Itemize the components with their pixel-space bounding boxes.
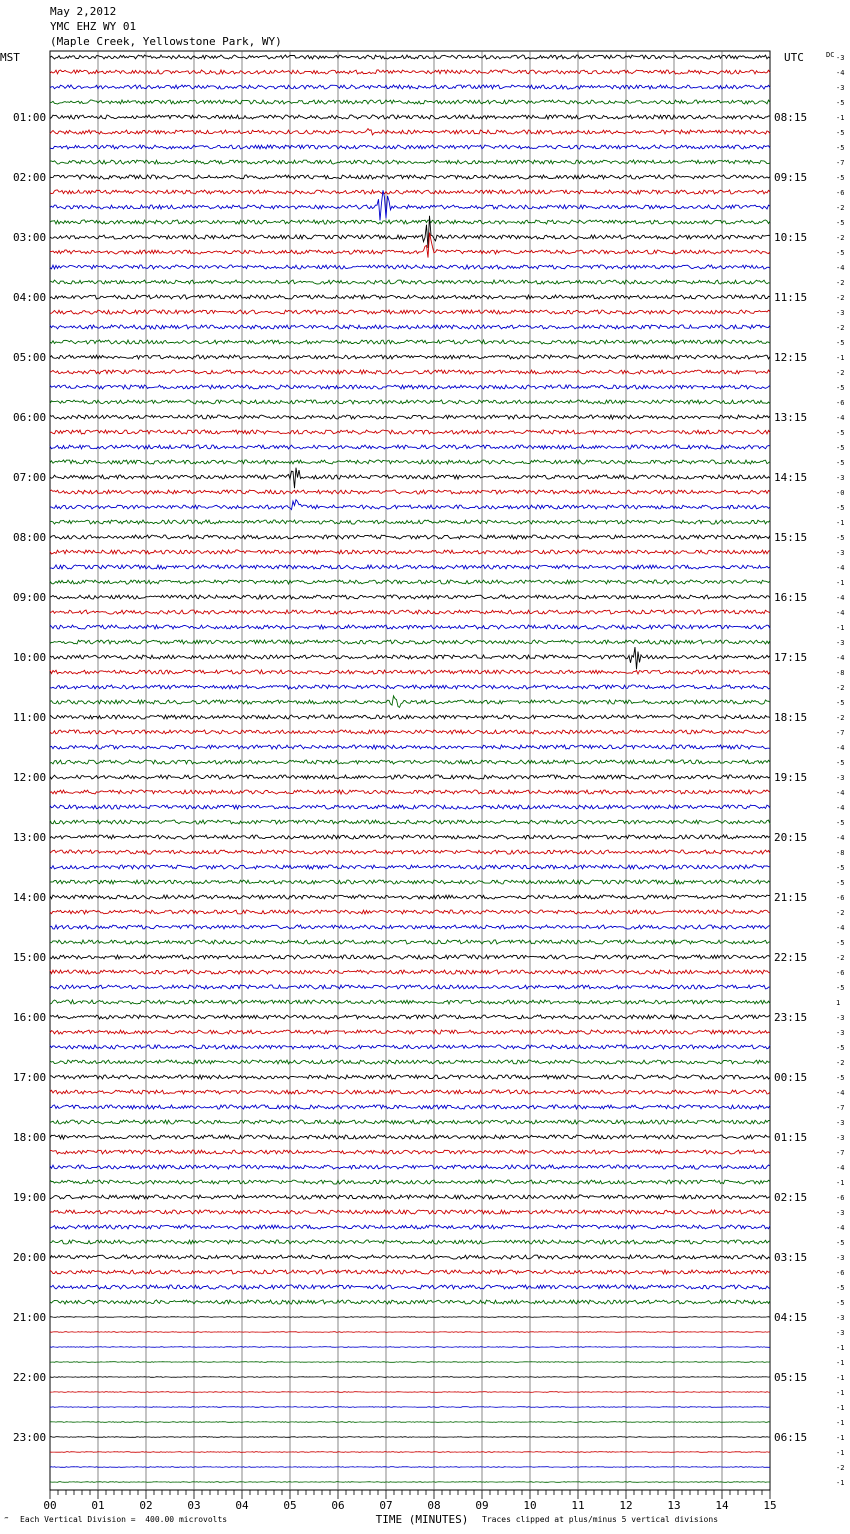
mst-hour-label: 12:00 <box>13 771 47 784</box>
seismic-trace <box>50 1180 770 1184</box>
dc-offset-label: -3 <box>836 309 845 317</box>
dc-offset-label: -6 <box>836 1194 845 1202</box>
dc-offset-label: -2 <box>836 279 845 287</box>
utc-hour-label: 20:15 <box>774 831 808 844</box>
seismic-trace <box>50 1467 770 1468</box>
seismic-trace <box>50 1482 770 1483</box>
seismic-trace <box>50 647 770 669</box>
seismic-trace <box>50 835 770 839</box>
mst-hour-label: 22:00 <box>13 1371 47 1384</box>
seismic-trace <box>50 1422 770 1423</box>
corner-mark: ‴ <box>4 1516 9 1525</box>
dc-offset-label: -2 <box>836 1059 845 1067</box>
dc-offset-label: -4 <box>836 804 845 812</box>
dc-offset-label: -4 <box>836 1224 845 1232</box>
dc-offset-label: -3 <box>836 1254 845 1262</box>
dc-offset-label: -1 <box>836 114 845 122</box>
dc-offset-label: -1 <box>836 1419 845 1427</box>
dc-offset-label: -4 <box>836 1089 845 1097</box>
dc-offset-label: -3 <box>836 1329 845 1337</box>
seismic-trace <box>50 1437 770 1438</box>
utc-hour-label: 06:15 <box>774 1431 808 1444</box>
mst-hour-label: 04:00 <box>13 291 47 304</box>
dc-offset-label: -4 <box>836 1164 845 1172</box>
dc-offset-label: -4 <box>836 654 845 662</box>
seismic-trace <box>50 1377 770 1378</box>
seismic-trace <box>50 355 770 359</box>
seismic-trace <box>50 730 770 734</box>
mst-hour-label: 09:00 <box>13 591 47 604</box>
utc-hour-label: 00:15 <box>774 1071 808 1084</box>
seismic-trace <box>50 940 770 944</box>
dc-offset-label: -4 <box>836 594 845 602</box>
station-location: (Maple Creek, Yellowstone Park, WY) <box>50 35 282 48</box>
mst-hour-label: 20:00 <box>13 1251 47 1264</box>
dc-offset-label: -4 <box>836 609 845 617</box>
mst-hour-label: 01:00 <box>13 111 47 124</box>
utc-hour-label: 11:15 <box>774 291 808 304</box>
seismic-trace <box>50 565 770 569</box>
seismic-trace <box>50 175 770 179</box>
dc-offset-label: -4 <box>836 924 845 932</box>
dc-offset-label: -6 <box>836 399 845 407</box>
seismic-trace <box>50 550 770 554</box>
mst-hour-label: 14:00 <box>13 891 47 904</box>
dc-offset-label: -1 <box>836 624 845 632</box>
x-tick-label: 12 <box>619 1499 633 1512</box>
dc-offset-label: 1 <box>836 999 841 1007</box>
seismic-trace <box>50 1317 770 1318</box>
dc-offset-label: -5 <box>836 864 845 872</box>
seismic-trace <box>50 820 770 824</box>
mst-hour-label: 17:00 <box>13 1071 47 1084</box>
seismic-trace <box>50 430 770 434</box>
seismic-trace <box>50 670 770 674</box>
dc-offset-label: -5 <box>836 939 845 947</box>
dc-offset-label: -1 <box>836 579 845 587</box>
dc-offset-label: -5 <box>836 99 845 107</box>
mst-hour-label: 03:00 <box>13 231 47 244</box>
mst-hour-label: 11:00 <box>13 711 47 724</box>
seismic-trace <box>50 1392 770 1393</box>
seismic-trace <box>50 640 770 644</box>
x-tick-label: 10 <box>523 1499 537 1512</box>
dc-offset-label: -4 <box>836 789 845 797</box>
dc-offset-label: -6 <box>836 894 845 902</box>
utc-hour-label: 03:15 <box>774 1251 808 1264</box>
seismic-trace <box>50 1210 770 1214</box>
x-tick-label: 07 <box>379 1499 393 1512</box>
dc-offset-label: -6 <box>836 189 845 197</box>
dc-offset-label: -5 <box>836 534 845 542</box>
dc-offset-label: -2 <box>836 684 845 692</box>
dc-offset-label: -5 <box>836 129 845 137</box>
mst-hour-label: 19:00 <box>13 1191 47 1204</box>
dc-offset-label: -1 <box>836 1359 845 1367</box>
seismic-trace <box>50 265 770 269</box>
seismic-trace <box>50 1090 770 1094</box>
dc-offset-label: -3 <box>836 1029 845 1037</box>
mst-hour-label: 23:00 <box>13 1431 47 1444</box>
dc-offset-label: -1 <box>836 1389 845 1397</box>
x-axis-title: TIME (MINUTES) <box>375 1513 469 1526</box>
seismic-trace <box>50 1165 770 1169</box>
mst-hour-label: 18:00 <box>13 1131 47 1144</box>
x-tick-label: 06 <box>331 1499 345 1512</box>
seismic-trace <box>50 790 770 794</box>
dc-offset-label: -5 <box>836 1299 845 1307</box>
dc-offset-label: -0 <box>836 489 845 497</box>
dc-offset-label: -7 <box>836 729 845 737</box>
seismic-trace <box>50 895 770 899</box>
dc-offset-label: -4 <box>836 414 845 422</box>
seismic-trace <box>50 340 770 344</box>
seismic-trace <box>50 280 770 284</box>
utc-hour-label: 02:15 <box>774 1191 808 1204</box>
x-tick-label: 03 <box>187 1499 201 1512</box>
dc-offset-label: -5 <box>836 879 845 887</box>
seismic-trace <box>50 880 770 884</box>
seismic-trace <box>50 400 770 404</box>
dc-offset-label: -5 <box>836 1044 845 1052</box>
dc-offset-label: -1 <box>836 1434 845 1442</box>
dc-offset-label: -4 <box>836 264 845 272</box>
dc-offset-label: -2 <box>836 204 845 212</box>
seismic-trace <box>50 216 770 248</box>
seismic-trace <box>50 500 770 510</box>
dc-offset-label: -2 <box>836 1464 845 1472</box>
x-tick-label: 00 <box>43 1499 57 1512</box>
utc-hour-label: 04:15 <box>774 1311 808 1324</box>
seismic-trace <box>50 595 770 599</box>
dc-offset-label: -1 <box>836 1449 845 1457</box>
seismic-trace <box>50 220 770 224</box>
seismic-trace <box>50 805 770 809</box>
seismic-trace <box>50 1240 770 1244</box>
dc-offset-label: -2 <box>836 954 845 962</box>
dc-offset-label: -4 <box>836 69 845 77</box>
seismic-trace <box>50 696 770 708</box>
dc-offset-label: -3 <box>836 549 845 557</box>
utc-hour-label: 13:15 <box>774 411 808 424</box>
dc-offset-label: -2 <box>836 294 845 302</box>
seismic-trace <box>50 129 770 135</box>
seismic-trace <box>50 850 770 854</box>
seismic-trace <box>50 415 770 419</box>
dc-offset-label: -8 <box>836 669 845 677</box>
seismic-trace <box>50 1000 770 1004</box>
seismic-trace <box>50 295 770 299</box>
dc-label: DC <box>826 51 835 59</box>
seismic-trace <box>50 115 770 119</box>
seismic-trace <box>50 760 770 764</box>
seismic-trace <box>50 1270 770 1274</box>
dc-offset-label: -5 <box>836 444 845 452</box>
dc-offset-label: -4 <box>836 744 845 752</box>
mst-hour-label: 05:00 <box>13 351 47 364</box>
dc-offset-label: -2 <box>836 909 845 917</box>
dc-offset-label: -5 <box>836 429 845 437</box>
utc-hour-label: 14:15 <box>774 471 808 484</box>
dc-offset-label: -3 <box>836 84 845 92</box>
seismic-trace <box>50 445 770 449</box>
utc-hour-label: 09:15 <box>774 171 808 184</box>
seismic-trace <box>50 100 770 104</box>
dc-offset-label: -5 <box>836 339 845 347</box>
x-tick-label: 01 <box>91 1499 105 1512</box>
dc-offset-label: -1 <box>836 519 845 527</box>
dc-offset-label: -7 <box>836 159 845 167</box>
seismic-trace <box>50 1255 770 1259</box>
seismic-trace <box>50 370 770 374</box>
dc-offset-label: -3 <box>836 1119 845 1127</box>
dc-offset-label: -3 <box>836 474 845 482</box>
dc-offset-label: -5 <box>836 699 845 707</box>
x-tick-label: 08 <box>427 1499 441 1512</box>
seismic-trace <box>50 1105 770 1109</box>
seismic-trace <box>50 925 770 929</box>
dc-offset-label: -2 <box>836 234 845 242</box>
seismic-trace <box>50 520 770 524</box>
utc-hour-label: 08:15 <box>774 111 808 124</box>
dc-offset-label: -3 <box>836 1314 845 1322</box>
dc-offset-label: -2 <box>836 369 845 377</box>
seismic-trace <box>50 70 770 74</box>
dc-offset-label: -8 <box>836 849 845 857</box>
utc-hour-label: 21:15 <box>774 891 808 904</box>
dc-offset-label: -5 <box>836 174 845 182</box>
dc-offset-label: -2 <box>836 714 845 722</box>
seismic-trace <box>50 1045 770 1049</box>
mst-hour-label: 06:00 <box>13 411 47 424</box>
dc-offset-label: -5 <box>836 504 845 512</box>
utc-hour-label: 23:15 <box>774 1011 808 1024</box>
seismic-trace <box>50 970 770 974</box>
x-tick-label: 02 <box>139 1499 153 1512</box>
dc-offset-label: -5 <box>836 819 845 827</box>
x-tick-label: 04 <box>235 1499 249 1512</box>
scale-note: Each Vertical Division = 400.00 microvolts <box>20 1515 228 1524</box>
dc-offset-label: -5 <box>836 144 845 152</box>
utc-hour-label: 01:15 <box>774 1131 808 1144</box>
utc-hour-label: 15:15 <box>774 531 808 544</box>
dc-offset-label: -7 <box>836 1104 845 1112</box>
x-tick-label: 15 <box>763 1499 777 1512</box>
utc-hour-label: 16:15 <box>774 591 808 604</box>
seismic-trace <box>50 985 770 989</box>
dc-offset-label: -1 <box>836 1479 845 1487</box>
seismic-trace <box>50 310 770 314</box>
seismic-trace <box>50 1195 770 1199</box>
dc-offset-label: -5 <box>836 984 845 992</box>
seismic-trace <box>50 1225 770 1229</box>
mst-axis-label: MST <box>0 51 20 64</box>
seismic-trace <box>50 325 770 329</box>
utc-hour-label: 12:15 <box>774 351 808 364</box>
seismic-trace <box>50 190 770 220</box>
seismic-trace <box>50 910 770 914</box>
dc-offset-label: -1 <box>836 1179 845 1187</box>
utc-axis-label: UTC <box>784 51 804 64</box>
seismic-trace <box>50 1300 770 1304</box>
seismic-trace <box>50 160 770 164</box>
seismic-trace <box>50 1015 770 1019</box>
x-tick-label: 11 <box>571 1499 585 1512</box>
dc-offset-label: -5 <box>836 384 845 392</box>
seismic-trace <box>50 955 770 959</box>
seismic-trace <box>50 1030 770 1034</box>
dc-offset-label: -3 <box>836 1134 845 1142</box>
dc-offset-label: -4 <box>836 564 845 572</box>
mst-hour-label: 02:00 <box>13 171 47 184</box>
seismic-trace <box>50 1332 770 1333</box>
seismic-trace <box>50 685 770 689</box>
seismic-trace <box>50 535 770 539</box>
dc-offset-label: -1 <box>836 1374 845 1382</box>
dc-offset-label: -4 <box>836 834 845 842</box>
mst-hour-label: 13:00 <box>13 831 47 844</box>
seismic-trace <box>50 1150 770 1154</box>
seismic-trace <box>50 190 770 194</box>
seismic-trace <box>50 468 770 489</box>
mst-hour-label: 10:00 <box>13 651 47 664</box>
seismic-trace <box>50 610 770 614</box>
dc-offset-label: -5 <box>836 249 845 257</box>
dc-offset-label: -5 <box>836 759 845 767</box>
dc-offset-label: -3 <box>836 774 845 782</box>
dc-offset-label: -7 <box>836 1149 845 1157</box>
dc-offset-label: -3 <box>836 1014 845 1022</box>
dc-offset-label: -1 <box>836 1404 845 1412</box>
utc-hour-label: 22:15 <box>774 951 808 964</box>
seismic-trace <box>50 865 770 869</box>
clip-note: Traces clipped at plus/minus 5 vertical divisions <box>482 1515 719 1524</box>
seismic-trace <box>50 85 770 89</box>
dc-offset-label: -5 <box>836 1239 845 1247</box>
dc-offset-label: -3 <box>836 639 845 647</box>
seismic-trace <box>50 775 770 779</box>
dc-offset-label: -3 <box>836 54 845 62</box>
dc-offset-label: -5 <box>836 1284 845 1292</box>
station-code: YMC EHZ WY 01 <box>50 20 137 33</box>
dc-offset-label: -6 <box>836 1269 845 1277</box>
seismic-trace <box>50 145 770 149</box>
dc-offset-label: -5 <box>836 459 845 467</box>
dc-offset-label: -6 <box>836 969 845 977</box>
seismic-trace <box>50 1120 770 1124</box>
seismic-trace <box>50 1452 770 1453</box>
mst-hour-label: 08:00 <box>13 531 47 544</box>
seismic-trace <box>50 385 770 389</box>
seismic-trace <box>50 715 770 719</box>
seismic-trace <box>50 1362 770 1363</box>
seismic-trace <box>50 745 770 749</box>
dc-offset-label: -5 <box>836 1074 845 1082</box>
utc-hour-label: 10:15 <box>774 231 808 244</box>
mst-hour-label: 16:00 <box>13 1011 47 1024</box>
utc-hour-label: 19:15 <box>774 771 808 784</box>
seismic-trace <box>50 1060 770 1064</box>
utc-hour-label: 18:15 <box>774 711 808 724</box>
seismic-trace <box>50 580 770 584</box>
x-tick-label: 05 <box>283 1499 297 1512</box>
dc-offset-label: -1 <box>836 354 845 362</box>
dc-offset-label: -2 <box>836 324 845 332</box>
mst-hour-label: 21:00 <box>13 1311 47 1324</box>
seismic-trace <box>50 625 770 629</box>
x-tick-label: 13 <box>667 1499 681 1512</box>
seismic-trace <box>50 55 770 59</box>
mst-hour-label: 07:00 <box>13 471 47 484</box>
utc-hour-label: 05:15 <box>774 1371 808 1384</box>
chart-date: May 2,2012 <box>50 5 117 18</box>
seismic-trace <box>50 490 770 494</box>
x-tick-label: 09 <box>475 1499 489 1512</box>
seismic-trace <box>50 1075 770 1079</box>
seismic-trace <box>50 1347 770 1348</box>
utc-hour-label: 17:15 <box>774 651 808 664</box>
x-tick-label: 14 <box>715 1499 729 1512</box>
dc-offset-label: -5 <box>836 219 845 227</box>
seismic-trace <box>50 1135 770 1139</box>
mst-hour-label: 15:00 <box>13 951 47 964</box>
seismic-trace <box>50 1407 770 1408</box>
dc-offset-label: -3 <box>836 1209 845 1217</box>
seismic-trace <box>50 1285 770 1289</box>
dc-offset-label: -1 <box>836 1344 845 1352</box>
seismic-trace <box>50 460 770 464</box>
